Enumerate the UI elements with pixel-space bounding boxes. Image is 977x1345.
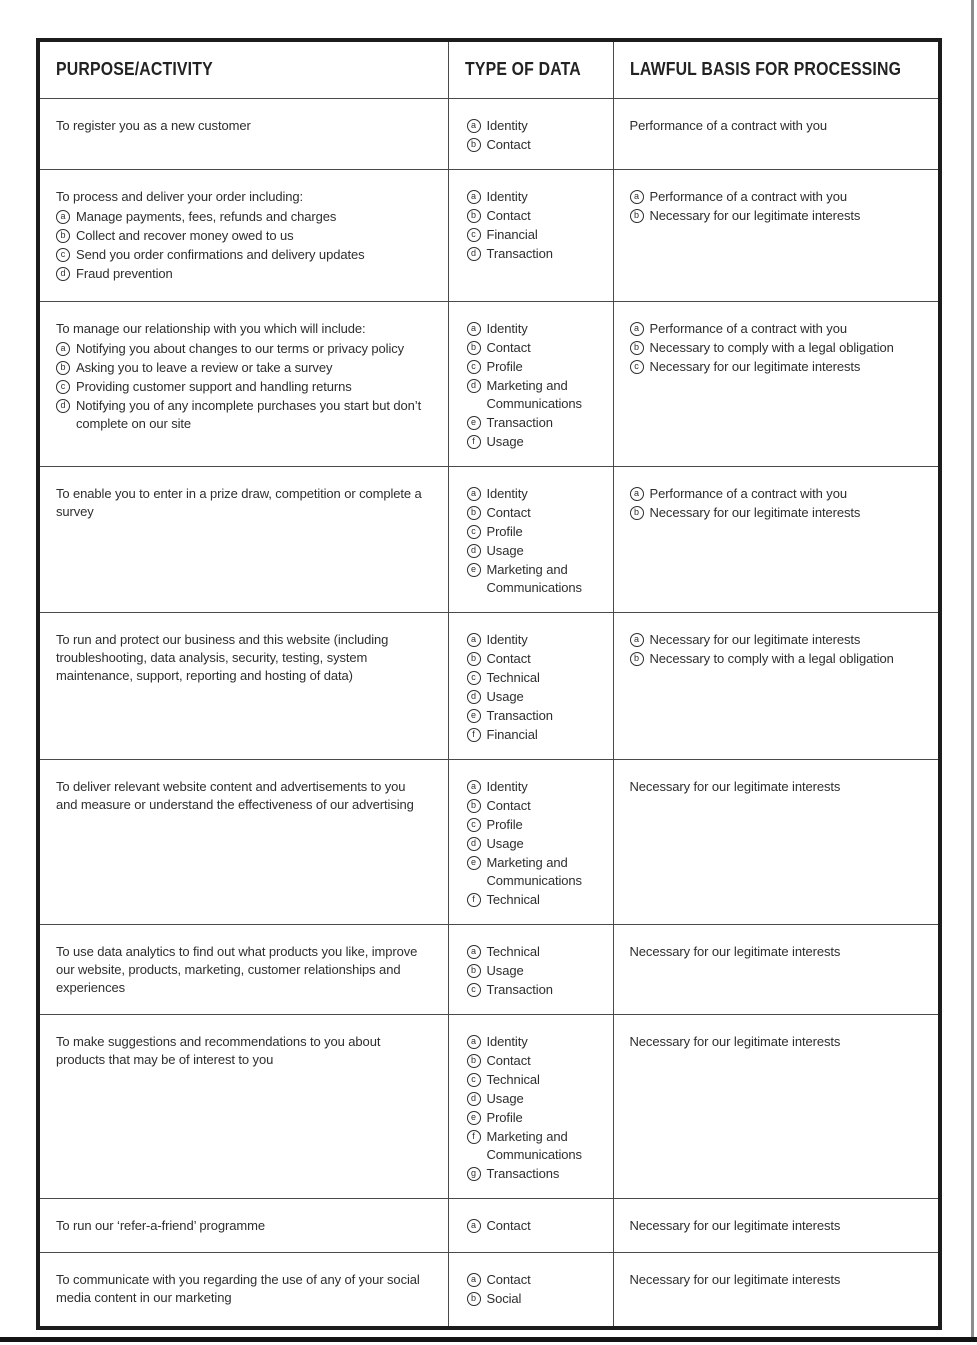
- data-type-cell-item: [467, 650, 595, 668]
- data-type-cell-item-text: Contact: [486, 1271, 531, 1287]
- lawful-basis-cell: [613, 301, 940, 466]
- lawful-basis-cell-item-text: Performance of a contract with you: [649, 320, 847, 336]
- circled-letter-icon: b: [467, 209, 481, 223]
- lawful-basis-cell: [613, 612, 940, 759]
- data-type-cell-item: [467, 245, 595, 263]
- circled-letter-icon: d: [467, 1092, 481, 1106]
- circled-letter-icon: c: [630, 360, 644, 374]
- circled-letter-icon: c: [56, 380, 70, 394]
- table-row: [38, 1014, 940, 1198]
- header-lawful-basis-label: LAWFUL BASIS FOR PROCESSING: [629, 59, 901, 80]
- circled-letter-icon: d: [56, 267, 70, 281]
- lawful-basis-cell: [613, 1252, 940, 1328]
- data-type-cell-item-text: Usage: [486, 542, 524, 558]
- lawful-basis-cell-item-text: Necessary for our legitimate interests: [649, 207, 861, 223]
- circled-letter-icon: b: [630, 341, 644, 355]
- lawful-basis-cell-item: [630, 358, 921, 376]
- purpose-cell: [38, 169, 448, 301]
- purpose-cell-item: [56, 340, 430, 358]
- data-type-cell-item: [467, 816, 595, 834]
- purpose-cell-text: To communicate with you regarding the use of any of your social media content in our marketing: [56, 1271, 420, 1305]
- table-row: [38, 466, 940, 612]
- data-type-cell-item-text: Transactions: [486, 1165, 560, 1181]
- data-type-cell-item-text: Identity: [486, 778, 528, 794]
- purpose-cell-item-text: Collect and recover money owed to us: [76, 227, 294, 243]
- data-type-cell-item: [467, 943, 595, 961]
- table-header-row: [38, 40, 940, 98]
- circled-letter-icon: a: [630, 633, 644, 647]
- circled-letter-icon: a: [467, 633, 481, 647]
- purpose-cell-item: [56, 246, 430, 264]
- data-type-cell-item: [467, 523, 595, 541]
- page-right-edge-rule: [971, 0, 974, 1341]
- circled-letter-icon: a: [630, 322, 644, 336]
- data-type-cell-item: [467, 981, 595, 999]
- data-type-cell-item-text: Usage: [486, 835, 524, 851]
- data-type-cell-item: [467, 136, 595, 154]
- table-row: [38, 169, 940, 301]
- purpose-cell: [38, 466, 448, 612]
- table-row: [38, 759, 940, 924]
- data-type-cell-item: [467, 207, 595, 225]
- data-type-cell-item-text: Profile: [486, 816, 523, 832]
- data-type-cell-item: [467, 188, 595, 206]
- data-type-cell-item-text: Identity: [486, 631, 528, 647]
- circled-letter-icon: a: [630, 190, 644, 204]
- circled-letter-icon: e: [467, 416, 481, 430]
- lawful-basis-cell: [613, 98, 940, 169]
- data-type-cell-item-text: Profile: [486, 1109, 523, 1125]
- data-type-cell-item-text: Usage: [486, 433, 524, 449]
- circled-letter-icon: a: [56, 210, 70, 224]
- purpose-cell-text: To manage our relationship with you which will include:: [56, 320, 366, 336]
- data-type-cell-item: [467, 726, 595, 744]
- data-type-cell: [448, 301, 613, 466]
- data-type-cell-item: [467, 1217, 595, 1235]
- purpose-cell-item-text: Notifying you about changes to our terms or privacy policy: [76, 340, 405, 356]
- purpose-cell: [38, 1252, 448, 1328]
- data-type-cell-item: [467, 854, 595, 890]
- data-type-cell: [448, 1014, 613, 1198]
- data-type-cell-item: [467, 688, 595, 706]
- table-row: [38, 612, 940, 759]
- data-type-cell: [448, 759, 613, 924]
- table-row: [38, 301, 940, 466]
- data-type-cell: [448, 612, 613, 759]
- data-type-cell-item-text: Technical: [486, 891, 540, 907]
- data-type-cell-item: [467, 433, 595, 451]
- lawful-basis-cell-item: [630, 631, 921, 649]
- table-row: [38, 1252, 940, 1328]
- purpose-cell: [38, 301, 448, 466]
- circled-letter-icon: f: [467, 728, 481, 742]
- data-type-cell-item: [467, 414, 595, 432]
- data-type-cell-item-text: Contact: [486, 504, 531, 520]
- circled-letter-icon: e: [467, 856, 481, 870]
- lawful-basis-cell: [613, 169, 940, 301]
- header-purpose-activity-label: PURPOSE/ACTIVITY: [56, 59, 213, 80]
- data-type-cell-item-text: Social: [486, 1290, 522, 1306]
- purpose-cell-text: To run our ‘refer-a-friend’ programme: [56, 1217, 265, 1233]
- lawful-basis-cell-item: [630, 188, 921, 206]
- circled-letter-icon: a: [467, 1273, 481, 1287]
- purpose-cell: [38, 1014, 448, 1198]
- lawful-basis-cell-item-text: Necessary for our legitimate interests: [649, 358, 861, 374]
- circled-letter-icon: b: [467, 138, 481, 152]
- data-type-cell-item-text: Usage: [486, 1090, 524, 1106]
- data-type-cell-item: [467, 778, 595, 796]
- data-type-cell-item-text: Identity: [486, 320, 528, 336]
- data-type-cell: [448, 924, 613, 1014]
- lawful-basis-cell-item: [630, 650, 921, 668]
- circled-letter-icon: b: [467, 1292, 481, 1306]
- circled-letter-icon: b: [56, 361, 70, 375]
- data-type-cell-item: [467, 1271, 595, 1289]
- data-type-cell-item-text: Financial: [486, 226, 538, 242]
- lawful-basis-cell-item: [630, 339, 921, 357]
- purpose-cell-item: [56, 378, 430, 396]
- circled-letter-icon: b: [467, 341, 481, 355]
- lawful-basis-table: [36, 38, 942, 1330]
- table-body: [38, 98, 940, 1328]
- table-row: [38, 98, 940, 169]
- data-type-cell-item-text: Contact: [486, 1052, 531, 1068]
- circled-letter-icon: f: [467, 893, 481, 907]
- data-type-cell-item: [467, 631, 595, 649]
- lawful-basis-cell-item-text: Necessary for our legitimate interests: [649, 631, 861, 647]
- data-type-cell-item: [467, 962, 595, 980]
- data-type-cell-item-text: Marketing and Communications: [486, 561, 582, 595]
- data-type-cell-item: [467, 797, 595, 815]
- data-type-cell-item-text: Transaction: [486, 707, 553, 723]
- data-type-cell-item: [467, 707, 595, 725]
- data-type-cell-item: [467, 835, 595, 853]
- circled-letter-icon: d: [467, 837, 481, 851]
- table-row: [38, 924, 940, 1014]
- lawful-basis-cell-item-text: Necessary to comply with a legal obligation: [649, 650, 894, 666]
- data-type-cell-item: [467, 504, 595, 522]
- lawful-basis-cell: [613, 1014, 940, 1198]
- lawful-basis-cell-text: Necessary for our legitimate interests: [629, 778, 841, 794]
- circled-letter-icon: e: [467, 563, 481, 577]
- circled-letter-icon: a: [467, 487, 481, 501]
- data-type-cell-item-text: Contact: [486, 650, 531, 666]
- purpose-cell-text: To process and deliver your order including:: [56, 188, 304, 204]
- circled-letter-icon: d: [467, 690, 481, 704]
- header-type-of-data-label: TYPE OF DATA: [464, 59, 581, 80]
- purpose-cell-text: To deliver relevant website content and advertisements to you and measure or understand the effectiveness of our advertising: [56, 778, 414, 812]
- circled-letter-icon: a: [467, 945, 481, 959]
- circled-letter-icon: c: [467, 671, 481, 685]
- circled-letter-icon: c: [467, 1073, 481, 1087]
- purpose-cell: [38, 924, 448, 1014]
- data-type-cell-item: [467, 1109, 595, 1127]
- circled-letter-icon: b: [630, 652, 644, 666]
- lawful-basis-cell-text: Necessary for our legitimate interests: [629, 1217, 841, 1233]
- data-type-cell-item-text: Profile: [486, 523, 523, 539]
- circled-letter-icon: c: [467, 818, 481, 832]
- data-type-cell-item-text: Financial: [486, 726, 538, 742]
- circled-letter-icon: a: [630, 487, 644, 501]
- purpose-cell-item: [56, 208, 430, 226]
- data-type-cell-item: [467, 542, 595, 560]
- data-type-cell: [448, 1198, 613, 1252]
- circled-letter-icon: b: [630, 506, 644, 520]
- data-type-cell-item-text: Usage: [486, 962, 524, 978]
- circled-letter-icon: e: [467, 1111, 481, 1125]
- data-type-cell-item: [467, 1290, 595, 1308]
- data-type-cell-item: [467, 377, 595, 413]
- data-type-cell-item: [467, 561, 595, 597]
- circled-letter-icon: f: [467, 435, 481, 449]
- purpose-cell: [38, 1198, 448, 1252]
- data-type-cell-item-text: Identity: [486, 1033, 528, 1049]
- lawful-basis-cell-text: Necessary for our legitimate interests: [629, 943, 841, 959]
- data-type-cell-item-text: Contact: [486, 207, 531, 223]
- purpose-cell-text: To make suggestions and recommendations to you about products that may be of interest to you: [56, 1033, 381, 1067]
- circled-letter-icon: a: [467, 1219, 481, 1233]
- circled-letter-icon: b: [467, 964, 481, 978]
- circled-letter-icon: a: [467, 780, 481, 794]
- circled-letter-icon: e: [467, 709, 481, 723]
- circled-letter-icon: a: [467, 322, 481, 336]
- circled-letter-icon: a: [467, 1035, 481, 1049]
- lawful-basis-cell-item-text: Performance of a contract with you: [649, 485, 847, 501]
- data-type-cell-item-text: Technical: [486, 669, 540, 685]
- data-type-cell: [448, 1252, 613, 1328]
- lawful-basis-cell-item: [630, 207, 921, 225]
- circled-letter-icon: b: [630, 209, 644, 223]
- data-type-cell-item-text: Identity: [486, 188, 528, 204]
- circled-letter-icon: g: [467, 1167, 481, 1181]
- lawful-basis-cell: [613, 759, 940, 924]
- circled-letter-icon: c: [467, 525, 481, 539]
- data-type-cell-item-text: Transaction: [486, 414, 553, 430]
- circled-letter-icon: b: [467, 506, 481, 520]
- lawful-basis-cell-text: Necessary for our legitimate interests: [629, 1033, 841, 1049]
- data-type-cell-item: [467, 358, 595, 376]
- lawful-basis-cell-item-text: Necessary to comply with a legal obligation: [649, 339, 894, 355]
- data-type-cell-item-text: Marketing and Communications: [486, 1128, 582, 1162]
- circled-letter-icon: d: [467, 544, 481, 558]
- purpose-cell-text: To enable you to enter in a prize draw, competition or complete a survey: [56, 485, 422, 519]
- purpose-cell-text: To use data analytics to find out what products you like, improve our website, products, marketing, customer relationships and experiences: [56, 943, 418, 995]
- data-type-cell-item-text: Usage: [486, 688, 524, 704]
- table-row: [38, 1198, 940, 1252]
- header-type-of-data: [448, 40, 613, 98]
- data-type-cell-item: [467, 226, 595, 244]
- data-type-cell: [448, 169, 613, 301]
- lawful-basis-cell: [613, 1198, 940, 1252]
- header-purpose-activity: [38, 40, 448, 98]
- circled-letter-icon: b: [467, 799, 481, 813]
- data-type-cell-item: [467, 1128, 595, 1164]
- data-type-cell-item-text: Marketing and Communications: [486, 377, 582, 411]
- data-type-cell-item-text: Contact: [486, 136, 531, 152]
- lawful-basis-cell-item-text: Performance of a contract with you: [649, 188, 847, 204]
- purpose-cell-item-text: Asking you to leave a review or take a survey: [76, 359, 333, 375]
- circled-letter-icon: c: [56, 248, 70, 262]
- data-type-cell-item-text: Profile: [486, 358, 523, 374]
- circled-letter-icon: d: [56, 399, 70, 413]
- purpose-cell-item: [56, 265, 430, 283]
- data-type-cell-item-text: Technical: [486, 1071, 540, 1087]
- data-type-cell-item-text: Marketing and Communications: [486, 854, 582, 888]
- purpose-cell: [38, 759, 448, 924]
- circled-letter-icon: b: [467, 1054, 481, 1068]
- data-type-cell-item: [467, 1033, 595, 1051]
- data-type-cell-item: [467, 1052, 595, 1070]
- circled-letter-icon: c: [467, 360, 481, 374]
- lawful-basis-cell: [613, 466, 940, 612]
- lawful-basis-cell: [613, 924, 940, 1014]
- data-type-cell-item: [467, 117, 595, 135]
- data-type-cell: [448, 466, 613, 612]
- purpose-cell-text: To run and protect our business and this website (including troubleshooting, data analysis, security, testing, system maintenance, support, reporting and hosting of data): [56, 631, 389, 683]
- purpose-cell-text: To register you as a new customer: [56, 117, 251, 133]
- data-type-cell-item-text: Identity: [486, 485, 528, 501]
- data-type-cell-item-text: Contact: [486, 339, 531, 355]
- purpose-cell-item-text: Manage payments, fees, refunds and charges: [76, 208, 337, 224]
- circled-letter-icon: f: [467, 1130, 481, 1144]
- purpose-cell-item-text: Fraud prevention: [76, 265, 173, 281]
- data-type-cell-item-text: Transaction: [486, 981, 553, 997]
- data-type-cell-item: [467, 1071, 595, 1089]
- lawful-basis-cell-text: Necessary for our legitimate interests: [629, 1271, 841, 1287]
- lawful-basis-cell-text: Performance of a contract with you: [629, 117, 827, 133]
- data-type-cell: [448, 98, 613, 169]
- circled-letter-icon: b: [56, 229, 70, 243]
- data-type-cell-item-text: Transaction: [486, 245, 553, 261]
- circled-letter-icon: d: [467, 379, 481, 393]
- purpose-cell-item: [56, 359, 430, 377]
- circled-letter-icon: d: [467, 247, 481, 261]
- data-type-cell-item: [467, 485, 595, 503]
- data-type-cell-item: [467, 891, 595, 909]
- lawful-basis-cell-item: [630, 485, 921, 503]
- data-type-cell-item: [467, 320, 595, 338]
- purpose-cell: [38, 98, 448, 169]
- data-type-cell-item-text: Contact: [486, 1217, 531, 1233]
- data-type-cell-item-text: Contact: [486, 797, 531, 813]
- purpose-cell-item: [56, 227, 430, 245]
- lawful-basis-cell-item: [630, 504, 921, 522]
- data-type-cell-item: [467, 339, 595, 357]
- circled-letter-icon: a: [467, 119, 481, 133]
- data-type-cell-item: [467, 669, 595, 687]
- page-bottom-rule: [0, 1337, 977, 1342]
- purpose-cell-item: [56, 397, 430, 433]
- data-type-cell-item-text: Technical: [486, 943, 540, 959]
- lawful-basis-cell-item-text: Necessary for our legitimate interests: [649, 504, 861, 520]
- purpose-cell-item-text: Notifying you of any incomplete purchases you start but don’t complete on our site: [76, 397, 422, 431]
- circled-letter-icon: a: [467, 190, 481, 204]
- purpose-cell-item-text: Send you order confirmations and delivery updates: [76, 246, 365, 262]
- purpose-cell: [38, 612, 448, 759]
- circled-letter-icon: b: [467, 652, 481, 666]
- circled-letter-icon: a: [56, 342, 70, 356]
- circled-letter-icon: c: [467, 983, 481, 997]
- header-lawful-basis: [613, 40, 940, 98]
- lawful-basis-cell-item: [630, 320, 921, 338]
- data-type-cell-item: [467, 1090, 595, 1108]
- circled-letter-icon: c: [467, 228, 481, 242]
- data-type-cell-item-text: Identity: [486, 117, 528, 133]
- purpose-cell-item-text: Providing customer support and handling returns: [76, 378, 352, 394]
- data-type-cell-item: [467, 1165, 595, 1183]
